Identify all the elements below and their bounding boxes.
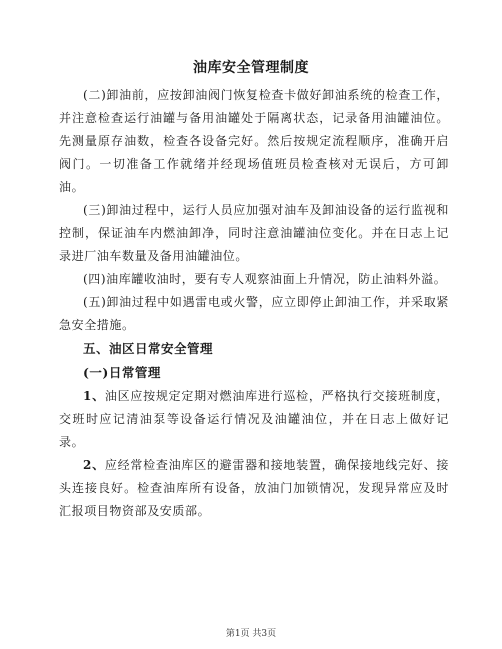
document-title: 油库安全管理制度 [193,60,309,76]
page-number-footer: 第1页 共3页 [225,629,277,639]
paragraph-tank-receiving: (四)油库罐收油时，要有专人观察油面上升情况，防止油料外溢。 [83,272,447,286]
paragraph-emergency-stop: (五)卸油过程中如遇雷电或火警，应立即停止卸油工作，并采取紧急安全措施。 [59,295,449,332]
list-item-text: 油区应按规定定期对燃油库进行巡检，严格执行交接班制度，交班时应记清油泵等设备运行情况及油罐油位，并在日志上做好记录。 [59,389,449,449]
paragraph-unloading-monitoring: (三)卸油过程中，运行人员应加强对油车及卸油设备的运行监视和控制，保证油车内燃油卸净，同时注意油罐油位变化。并在日志上记录进厂油车数量及备用油罐油位。 [59,203,449,263]
list-item-text: 应经常检查油库区的避雷器和接地装置，确保接地线完好、接头连接良好。检查油库所有设备，放油门加锁情况，发现异常应及时汇报项目物资部及安质部。 [59,458,449,518]
list-item-lightning-check [59,454,449,523]
list-item-number: 1、 [83,389,105,403]
section-heading: 五、油区日常安全管理 [83,341,214,356]
list-item-number: 2、 [83,458,105,472]
document-body [59,84,449,523]
sub-heading: (一)日常管理 [83,365,161,380]
list-item-patrol [59,385,449,454]
paragraph-unloading-preparation: (二)卸油前，应按卸油阀门恢复检查卡做好卸油系统的检查工作，并注意检查运行油罐与备用油罐处于隔离状态，记录备用油罐油位。先测量原存油数，检查各设备完好。然后按规定流程顺序，准确开启阀门。一切准备工作就绪并经现场值班员检查核对无误后，方可卸油。 [59,88,449,194]
